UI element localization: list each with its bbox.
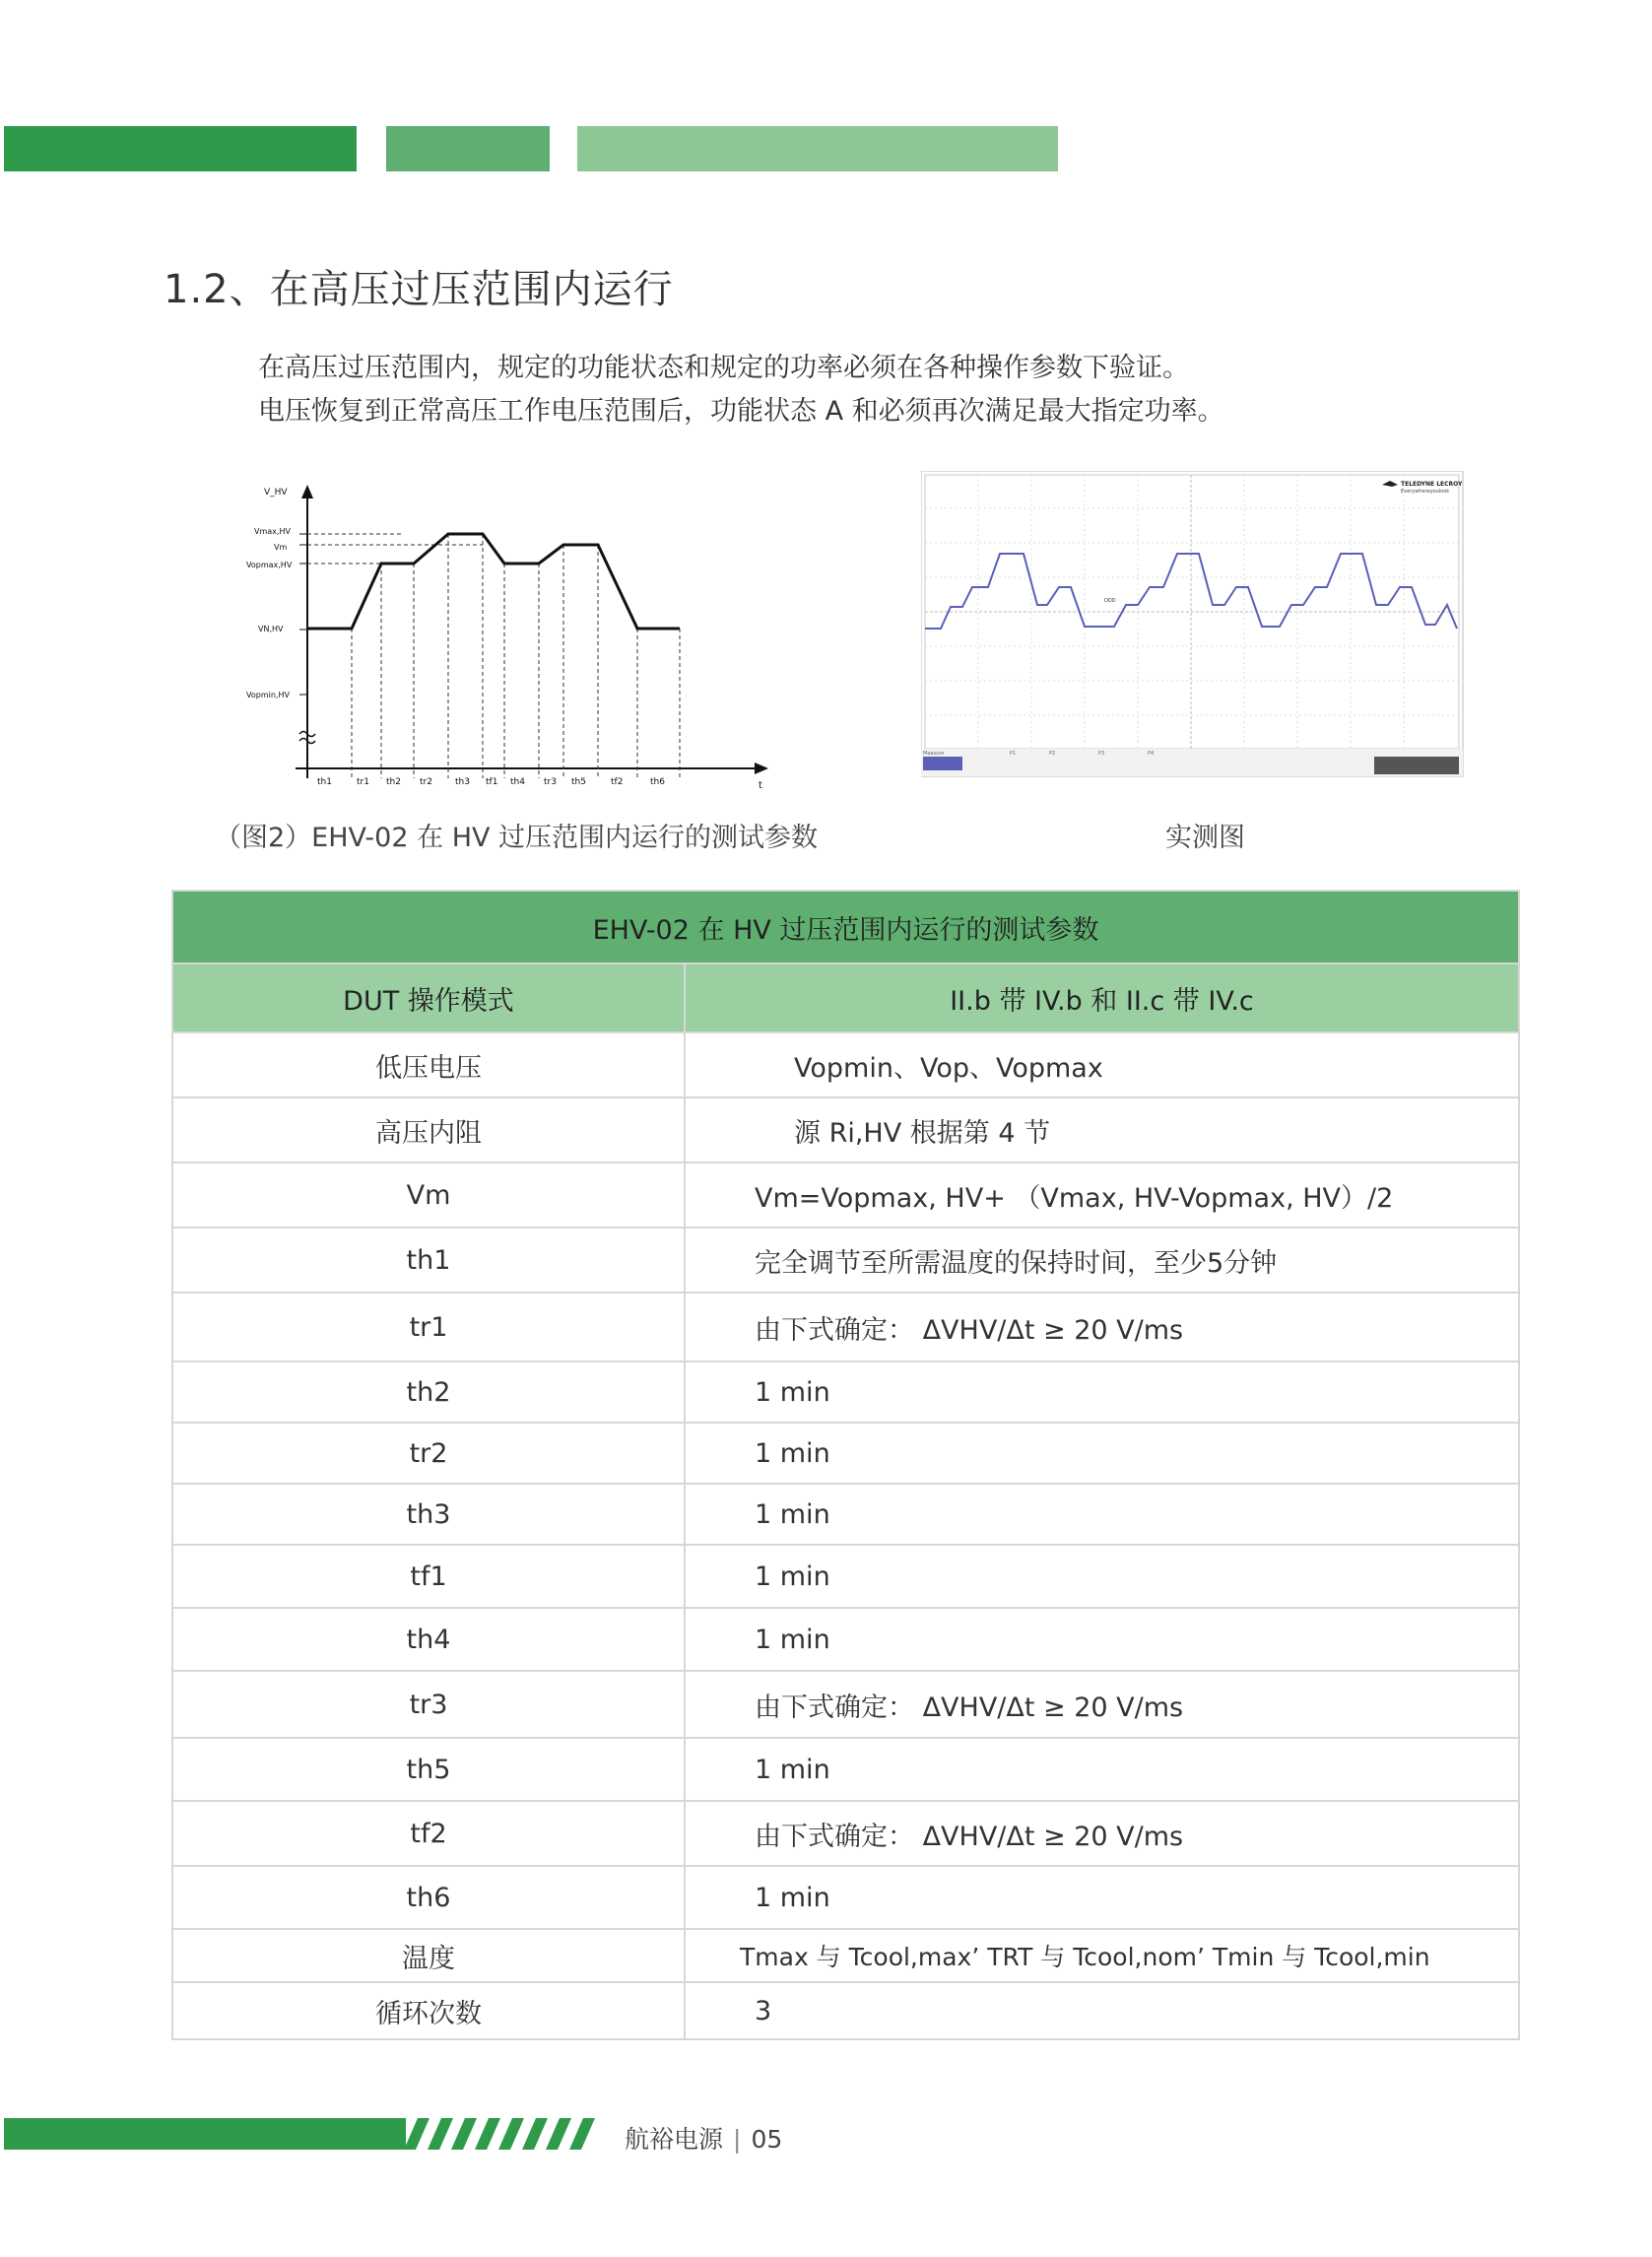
table-row <box>172 1293 1519 1361</box>
table-row <box>172 1545 1519 1608</box>
footer-stripes <box>404 2118 621 2150</box>
table-row <box>172 1608 1519 1671</box>
row-value: 1 min <box>685 1423 1519 1484</box>
scope-tagline: Everywhereyoulook <box>1401 489 1450 495</box>
row-value: Vm=Vopmax, HV+ （Vmax, HV-Vopmax, HV）/2 <box>685 1162 1519 1228</box>
table-row <box>172 1484 1519 1545</box>
voltage-profile-line <box>307 534 680 629</box>
header-mode-value: II.b 带 IV.b 和 II.c 带 IV.c <box>685 963 1519 1032</box>
table-row <box>172 1982 1519 2039</box>
row-key: 低压电压 <box>172 1032 685 1097</box>
footer-bar <box>4 2118 406 2150</box>
row-key: tf1 <box>172 1545 685 1608</box>
footer-brand: 航裕电源 <box>625 2125 724 2154</box>
figure-caption: （图2）EHV-02 在 HV 过压范围内运行的测试参数 <box>215 823 819 853</box>
measurement-caption: 实测图 <box>1165 823 1245 853</box>
x-tick-tr3: tr3 <box>544 777 557 787</box>
x-tick-tr2: tr2 <box>420 777 432 787</box>
scope-marker-label: DDD <box>1104 598 1116 604</box>
x-tick-th2: th2 <box>386 777 401 787</box>
row-value: 1 min <box>685 1361 1519 1423</box>
svg-text:P2: P2 <box>1049 751 1056 757</box>
x-axis-arrow <box>755 763 768 774</box>
y-level-vopmin: Vopmin,HV <box>246 691 290 699</box>
y-level-vopmax: Vopmax,HV <box>246 561 293 569</box>
table-title: EHV-02 在 HV 过压范围内运行的测试参数 <box>172 891 1519 963</box>
table-row <box>172 1361 1519 1423</box>
row-key: th4 <box>172 1608 685 1671</box>
svg-text:P4: P4 <box>1148 751 1155 757</box>
row-key: tr1 <box>172 1293 685 1361</box>
row-key: Vm <box>172 1162 685 1228</box>
svg-text:P1: P1 <box>1010 751 1017 757</box>
row-key: tf2 <box>172 1801 685 1866</box>
header-mode: DUT 操作模式 <box>172 963 685 1032</box>
header-bar-dark <box>4 126 357 171</box>
row-value: Tmax 与 Tcool,max’ TRT 与 Tcool,nom’ Tmin 与 Tcool,min <box>685 1929 1519 1982</box>
section-title: 1.2、在高压过压范围内运行 <box>164 267 674 312</box>
row-value: Vopmin、Vop、Vopmax <box>685 1032 1519 1097</box>
row-key: tr2 <box>172 1423 685 1484</box>
table-row <box>172 1671 1519 1738</box>
table-row <box>172 1097 1519 1162</box>
scope-channel-box <box>923 757 962 770</box>
x-tick-th1: th1 <box>317 777 332 787</box>
row-value: 1 min <box>685 1484 1519 1545</box>
page-number: 05 <box>751 2125 783 2154</box>
table-row <box>172 1032 1519 1097</box>
row-value: 完全调节至所需温度的保持时间，至少5分钟 <box>685 1228 1519 1293</box>
row-key: tr3 <box>172 1671 685 1738</box>
table-header-row <box>172 963 1519 1032</box>
x-tick-tf2: tf2 <box>611 777 624 787</box>
test-profile-diagram <box>236 483 788 798</box>
row-value: 由下式确定： ΔVHV/Δt ≥ 20 V/ms <box>685 1801 1519 1866</box>
table-row <box>172 1162 1519 1228</box>
y-level-vn: VN,HV <box>258 625 284 633</box>
row-value: 3 <box>685 1982 1519 2039</box>
row-value: 由下式确定： ΔVHV/Δt ≥ 20 V/ms <box>685 1293 1519 1361</box>
row-key: th3 <box>172 1484 685 1545</box>
scope-brand: TELEDYNE LECROY <box>1401 481 1463 488</box>
table-row <box>172 1929 1519 1982</box>
header-bar-light <box>577 126 1058 171</box>
test-parameters-table <box>171 890 1520 2040</box>
y-level-vm: Vm <box>274 543 288 552</box>
row-key: th2 <box>172 1361 685 1423</box>
y-axis-arrow <box>301 485 313 498</box>
svg-text:Measure: Measure <box>923 751 945 757</box>
row-value: 1 min <box>685 1738 1519 1801</box>
svg-text:P3: P3 <box>1098 751 1105 757</box>
footer-text <box>625 2120 782 2156</box>
row-key: 循环次数 <box>172 1982 685 2039</box>
x-tick-tr1: tr1 <box>357 777 369 787</box>
row-value: 1 min <box>685 1545 1519 1608</box>
row-value: 1 min <box>685 1866 1519 1929</box>
table-row <box>172 1423 1519 1484</box>
intro-line-1: 在高压过压范围内，规定的功能状态和规定的功率必须在各种操作参数下验证。 <box>258 353 1189 383</box>
scope-timebase-box <box>1374 757 1459 774</box>
table-title-row <box>172 891 1519 963</box>
row-value: 源 Ri,HV 根据第 4 节 <box>685 1097 1519 1162</box>
row-key: 高压内阻 <box>172 1097 685 1162</box>
header-bar-mid <box>386 126 550 171</box>
x-tick-th3: th3 <box>455 777 470 787</box>
row-key: th6 <box>172 1866 685 1929</box>
intro-line-2: 电压恢复到正常高压工作电压范围后，功能状态 A 和必须再次满足最大指定功率。 <box>258 396 1224 427</box>
table-row <box>172 1866 1519 1929</box>
row-key: th1 <box>172 1228 685 1293</box>
row-key: 温度 <box>172 1929 685 1982</box>
intro-paragraph <box>258 347 1224 433</box>
table-row <box>172 1801 1519 1866</box>
row-value: 1 min <box>685 1608 1519 1671</box>
table-row <box>172 1228 1519 1293</box>
x-tick-th4: th4 <box>510 777 525 787</box>
x-axis-label: t <box>759 780 762 791</box>
row-value: 由下式确定： ΔVHV/Δt ≥ 20 V/ms <box>685 1671 1519 1738</box>
table-row <box>172 1738 1519 1801</box>
row-key: th5 <box>172 1738 685 1801</box>
x-tick-tf1: tf1 <box>486 777 498 787</box>
y-level-vmax: Vmax,HV <box>254 527 291 536</box>
x-tick-th5: th5 <box>571 777 586 787</box>
x-tick-th6: th6 <box>650 777 665 787</box>
oscilloscope-screenshot <box>921 471 1473 786</box>
footer-separator: | <box>733 2125 742 2154</box>
y-axis-label: V_HV <box>264 488 288 498</box>
